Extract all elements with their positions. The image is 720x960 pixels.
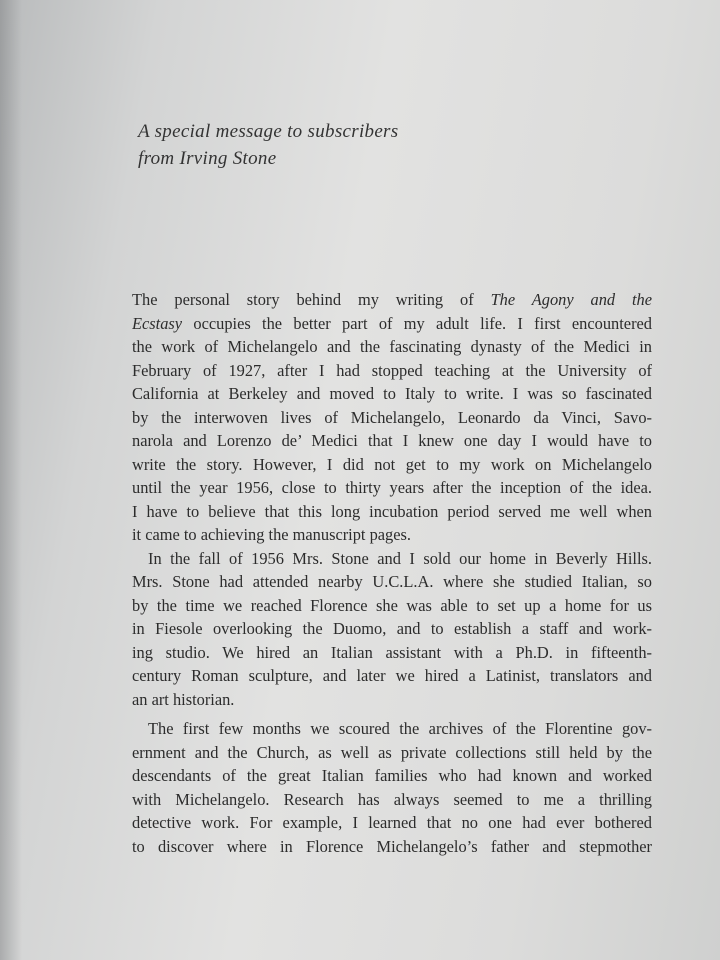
text-line: an art historian.	[132, 689, 235, 709]
text-line: ernment and the Church, as well as private collections still held by the	[132, 742, 652, 762]
heading-line-1: A special message to subscribers	[138, 121, 399, 142]
book-title: Ecstasy	[132, 313, 183, 333]
page-gutter-shadow	[0, 0, 22, 960]
text-line: In the fall of 1956 Mrs. Stone and I sold our home in Beverly Hills.	[148, 548, 652, 568]
text-line: Ecstasy occupies the better part of my adult life. I first encountered	[132, 313, 652, 333]
letter-body	[132, 288, 652, 858]
text-line: to discover where in Florence Michelangelo’s father and stepmother	[132, 836, 652, 856]
heading-line-2: from Irving Stone	[138, 148, 277, 169]
paragraph-3	[132, 717, 652, 858]
letter-heading	[138, 118, 398, 172]
text-line: Mrs. Stone had attended nearby U.C.L.A. where she studied Italian, so	[132, 572, 652, 591]
paragraph-1	[132, 288, 652, 547]
text-line: California at Berkeley and moved to Italy to write. I was so fascinated	[132, 384, 652, 403]
text-line: the work of Michelangelo and the fascinating dynasty of the Medici in	[132, 337, 652, 356]
text-line: in Fiesole overlooking the Duomo, and to establish a staff and work-	[132, 619, 652, 638]
text-line: detective work. For example, I learned that no one had ever bothered	[132, 813, 652, 832]
text-line: The personal story behind my writing of The Agony and the	[132, 290, 652, 309]
text-line: ing studio. We hired an Italian assistant with a Ph.D. in fifteenth-	[132, 642, 652, 662]
text-line: narola and Lorenzo de’ Medici that I knew one day I would have to	[132, 431, 652, 450]
text-line: February of 1927, after I had stopped teaching at the University of	[132, 360, 652, 380]
text-line: by the time we reached Florence she was able to set up a home for us	[132, 595, 652, 615]
text-line: descendants of the great Italian families who had known and worked	[132, 766, 652, 785]
text-line: I have to believe that this long incubation period served me well when	[132, 501, 652, 521]
text-line: with Michelangelo. Research has always seemed to me a thrilling	[132, 789, 652, 809]
text-line: it came to achieving the manuscript pages.	[132, 525, 412, 544]
text-line: until the year 1956, close to thirty years after the inception of the idea.	[132, 478, 652, 497]
text-line: by the interwoven lives of Michelangelo, Leonardo da Vinci, Savo-	[132, 407, 652, 427]
text-line: write the story. However, I did not get to my work on Michelangelo	[132, 454, 652, 474]
book-title: The Agony and the	[490, 290, 652, 309]
text-line: The first few months we scoured the archives of the Florentine gov-	[148, 719, 652, 738]
text-line: century Roman sculpture, and later we hired a Latinist, translators and	[132, 666, 652, 685]
paragraph-2	[132, 547, 652, 712]
